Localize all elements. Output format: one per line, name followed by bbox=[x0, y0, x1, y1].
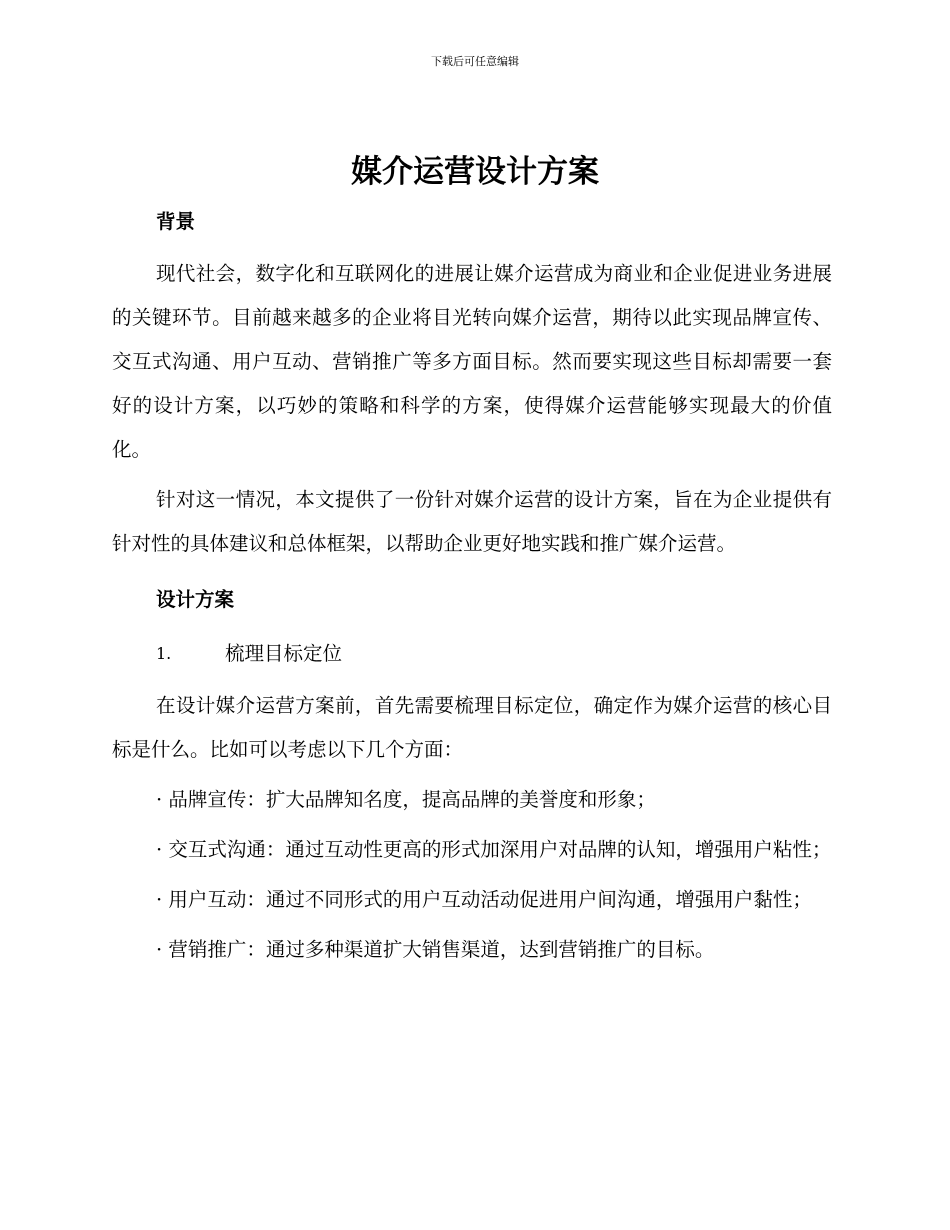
design-intro-paragraph: 在设计媒介运营方案前，首先需要梳理目标定位，确定作为媒介运营的核心目标是什么。比如可以考虑以下几个方面： bbox=[112, 694, 832, 761]
bullet-item-communication: · 交互式沟通：通过互动性更高的形式加深用户对品牌的认知，增强用户粘性； bbox=[156, 838, 832, 861]
document-body bbox=[112, 198, 832, 972]
numbered-item-number: 1. bbox=[156, 644, 172, 663]
section-heading-design: 设计方案 bbox=[156, 588, 235, 611]
numbered-item-label: 梳理目标定位 bbox=[225, 642, 343, 665]
section-heading-background: 背景 bbox=[156, 210, 196, 233]
bullet-item-interaction: · 用户互动：通过不同形式的用户互动活动促进用户间沟通，增强用户黏性； bbox=[156, 888, 812, 911]
document-title: 媒介运营设计方案 bbox=[351, 154, 599, 190]
bullet-item-marketing: · 营销推广：通过多种渠道扩大销售渠道，达到营销推广的目标。 bbox=[156, 938, 715, 961]
bullet-item-brand: · 品牌宣传：扩大品牌知名度，提高品牌的美誉度和形象； bbox=[156, 788, 656, 811]
background-paragraph-2: 针对这一情况，本文提供了一份针对媒介运营的设计方案，旨在为企业提供有针对性的具体建议和总体框架，以帮助企业更好地实践和推广媒介运营。 bbox=[112, 488, 832, 555]
page-header: 下载后可任意编辑 bbox=[431, 55, 519, 68]
numbered-item-1 bbox=[112, 630, 832, 678]
background-paragraph-1: 现代社会，数字化和互联网化的进展让媒介运营成为商业和企业促进业务进展的关键环节。目前越来越多的企业将目光转向媒介运营，期待以此实现品牌宣传、交互式沟通、用户互动、营销推广等多方面目标。然而要实现这些目标却需要一套好的设计方案，以巧妙的策略和科学的方案，使得媒介运营能够实现最大的价值化。 bbox=[112, 262, 832, 461]
